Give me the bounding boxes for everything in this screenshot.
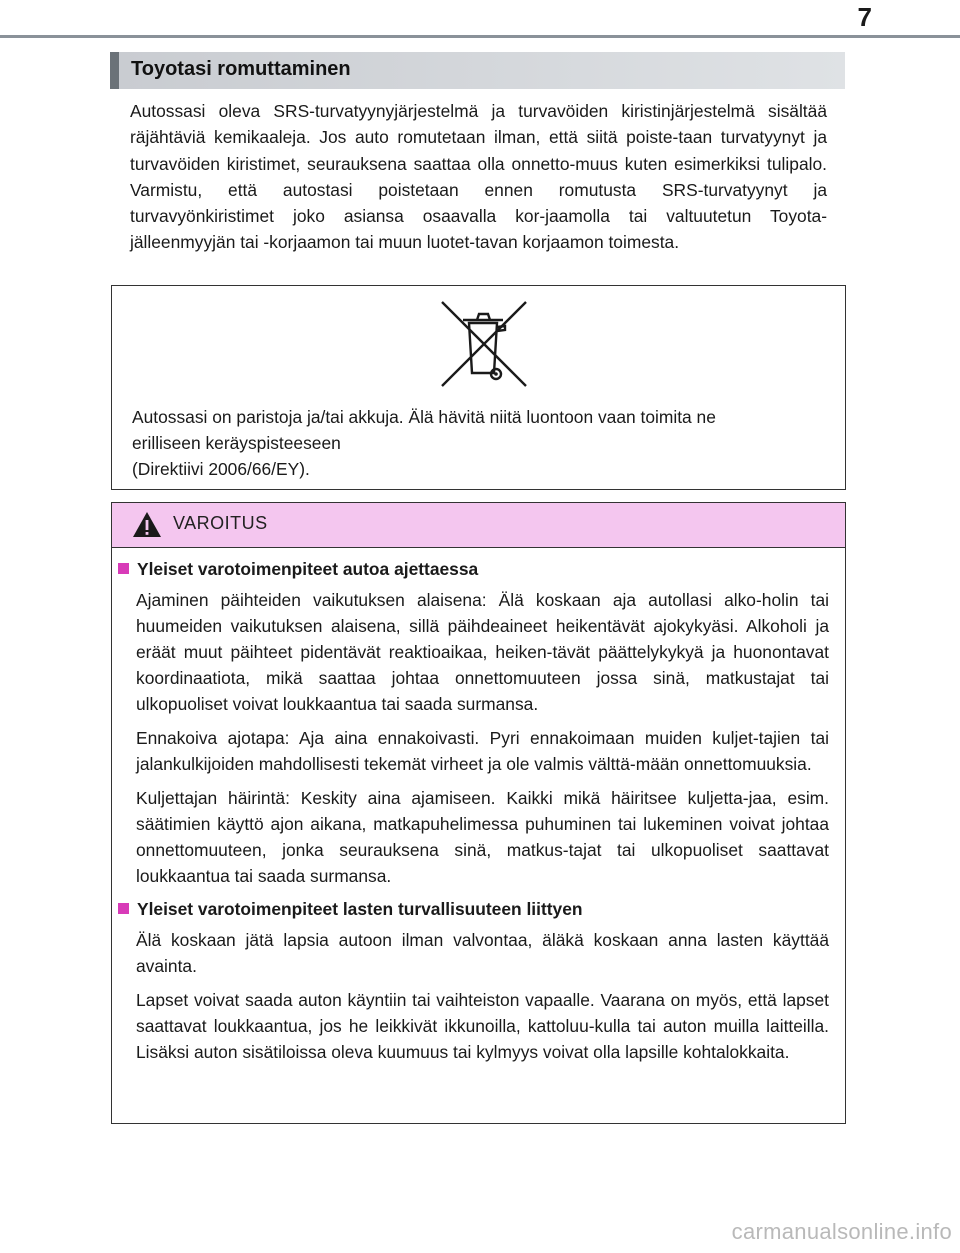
warning-body xyxy=(112,557,847,1073)
warning-header xyxy=(112,503,845,548)
battery-disposal-text xyxy=(132,404,842,482)
warning-paragraph: Kuljettajan häirintä: Keskity aina ajamiseen. Kaikki mikä häiritsee kuljetta-jaa, esim. säätimien käyttö ajon aikana, matkapuhelimessa puhuminen tai lukeminen voivat johtaa onnettomuuteen, jonka seurauksena sinä, matkus-tajat tai ulkopuoliset saattavat loukkaantua tai saada surmansa. xyxy=(136,788,829,886)
warning-section-heading xyxy=(112,557,847,581)
section-heading xyxy=(110,52,845,89)
warning-section-heading-text: Yleiset varotoimenpiteet autoa ajettaessa xyxy=(137,559,479,579)
battery-disposal-line: erilliseen keräyspisteeseen xyxy=(132,433,341,453)
warning-paragraph: Lapset voivat saada auton käyntiin tai vaihteiston vapaalle. Vaarana on myös, että lapset saattavat loukkaantua, jos he leikkivät ikkunoilla, kattoluu-kulla tai auton muilla laitteilla. Lisäksi auton sisätiloissa oleva kuumuus tai kylmyys voivat olla lapsille kohtalokkaita. xyxy=(136,990,829,1062)
intro-paragraph: Autossasi oleva SRS-turvatyynyjärjestelmä ja turvavöiden kiristinjärjestelmä sisältää räjähtäviä kemikaaleja. Jos auto romutetaan ilman, että siitä poiste-taan turvatyynyt ja turvavöiden kiristimet, seurauksena saattaa olla onnetto-muus kuten esimerkiksi tulipalo. Varmistu, että autostasi poistetaan ennen romutusta SRS-turvatyynyt ja turvavyönkiristimet joko asiansa osaavalla kor-jaamolla tai valtuutetun Toyota-jälleenmyyjän tai -korjaamon tai muun luotet-tavan korjaamon toimesta. xyxy=(130,101,827,253)
battery-disposal-line: Autossasi on paristoja ja/tai akkuja. Älä hävitä niitä luontoon vaan toimita ne xyxy=(132,407,716,427)
warning-box xyxy=(111,502,846,1124)
warning-triangle-icon xyxy=(132,511,162,538)
directive-reference: (Direktiivi 2006/66/EY). xyxy=(132,459,310,479)
warning-section-heading xyxy=(112,897,847,921)
bullet-square-icon xyxy=(118,563,129,574)
warning-paragraph: Ajaminen päihteiden vaikutuksen alaisena: Älä koskaan aja autollasi alko-holin tai huumeiden vaikutuksen alaisena, sillä päihdeaineet heikentävät ajokykyäsi. Alkoholi ja eräät muut päihteet pidentävät reaktioaikaa, heiken-tävät päättelykykyä ja huonontavat koordinaatiota, mikä saattaa johtaa onnettomuuteen jossa sinä, matkustajat tai ulkopuoliset voivat loukkaantua tai saada surmansa. xyxy=(136,590,829,714)
warning-title: VAROITUS xyxy=(173,513,268,533)
footer-watermark: carmanualsonline.info xyxy=(731,1219,952,1244)
warning-section-heading-text: Yleiset varotoimenpiteet lasten turvallisuuteen liittyen xyxy=(137,899,583,919)
warning-paragraph: Älä koskaan jätä lapsia autoon ilman valvontaa, äläkä koskaan anna lasten käyttää avainta. xyxy=(136,930,829,976)
bullet-square-icon xyxy=(118,903,129,914)
section-title: Toyotasi romuttaminen xyxy=(131,58,351,80)
header-rule xyxy=(0,35,960,38)
crossed-out-wheelie-bin-icon xyxy=(439,299,529,389)
page-number: 7 xyxy=(857,2,872,32)
warning-paragraph: Ennakoiva ajotapa: Aja aina ennakoivasti. Pyri ennakoimaan muiden kuljet-tajien tai jalankulkijoiden mahdollisesti tekemät virheet ja ole valmis välttä-mään onnettomuuksia. xyxy=(136,728,829,774)
battery-disposal-notice xyxy=(111,285,846,490)
